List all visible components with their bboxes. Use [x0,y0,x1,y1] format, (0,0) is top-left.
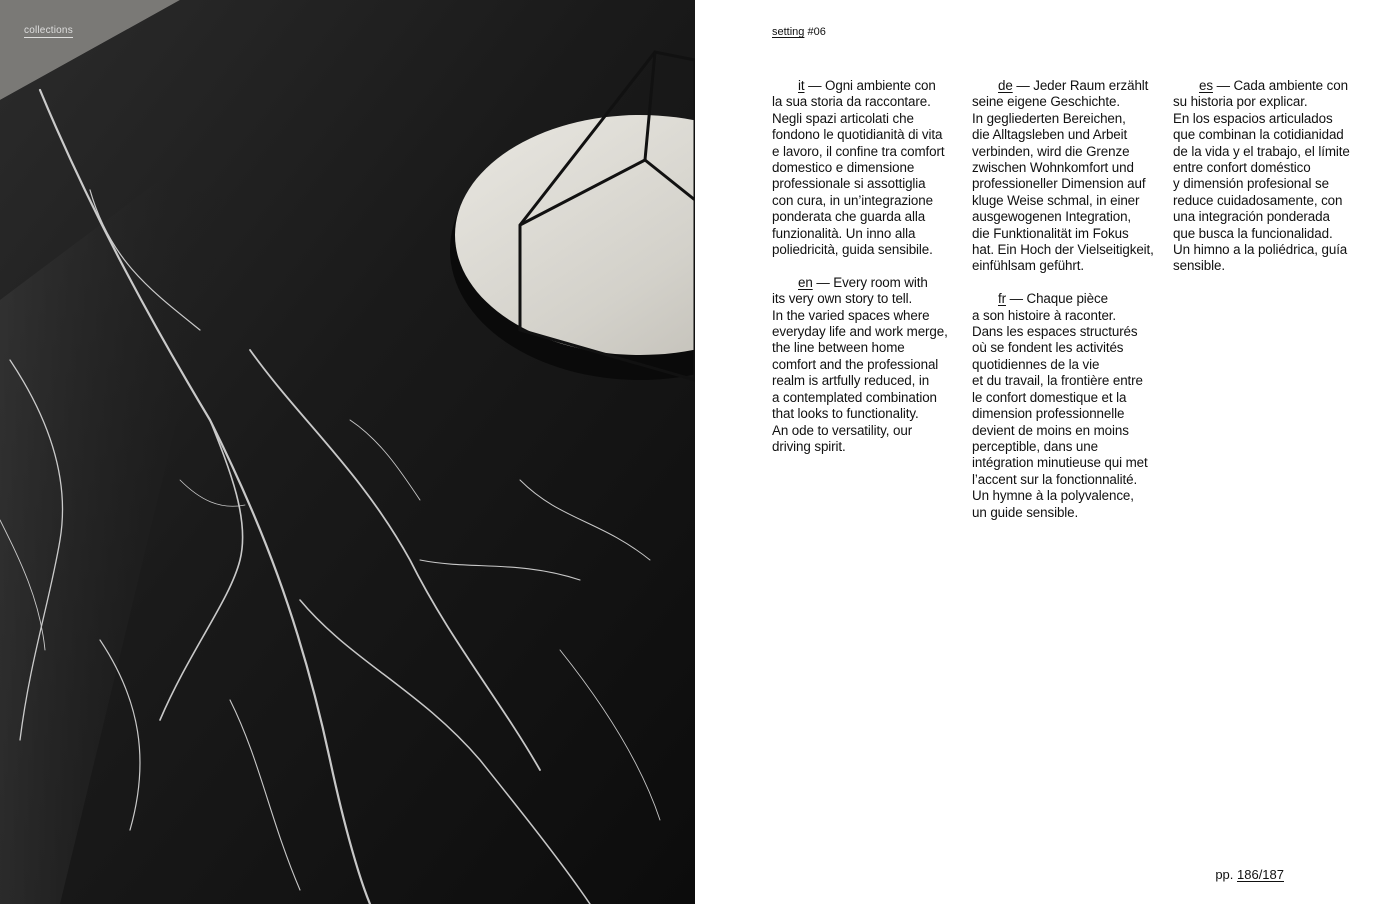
paragraph-text-it: — Ogni ambiente con la sua storia da raccontare. Negli spazi articolati che fondono le quotidianità di vita e lavoro, il confine tra comfort domestico e dimensione professionale si assottiglia con cura, in un’integrazione ponderata che guarda alla funzionalità. Un inno alla poliedricità, guida sensibile. [772,78,945,258]
section-label [772,25,826,39]
lang-code-it: it [798,78,805,93]
paragraph-german [972,78,1166,275]
collection-label: collections [24,25,73,36]
paragraph-text-de: — Jeder Raum erzählt seine eigene Geschichte. In gegliederten Bereichen, die Alltagsleben und Arbeit verbinden, wird die Grenze zwischen Wohnkomfort und professioneller Dimension auf kluge Weise schmal, in einer ausgewogenen Integration, die Funktionalität im Fokus hat. Ein Hoch der Vielseitigkeit, einfühlsam geführt. [972,78,1154,274]
section-number: #06 [807,26,826,38]
section-name: setting [772,26,805,38]
text-column-1 [772,78,966,455]
lang-code-en: en [798,274,813,290]
paragraph-spanish [1173,78,1367,275]
paragraph-english [772,275,966,455]
text-column-2 [972,78,1166,521]
lang-code-de: de [998,78,1013,93]
lang-code-fr: fr [998,291,1006,307]
paragraph-text-fr: — Chaque pièce a son histoire à raconter. Dans les espaces structurés où se fondent les activités quotidiennes de la vie et du travail, la frontière entre le confort domestique et la dimension professionnelle devient de moins en moins perceptible, dans une intégration minutieuse qui met l’accent sur la fonctionnalité. Un hymne à la polyvalence, un guide sensible. [972,291,1148,520]
page-numbers [1215,867,1284,883]
lang-code-es: es [1199,78,1213,93]
paragraph-text-es: — Cada ambiente con su historia por explicar. En los espacios articulados que combinan la cotidianidad de la vida y el trabajo, el límite entre confort doméstico y dimensión profesional se reduce cuidadosamente, con una integración ponderada que busca la funcionalidad. Un himno a la poliédrica, guía sensible. [1173,78,1350,274]
paragraph-italian [772,78,966,258]
page-range: 186/187 [1237,867,1284,882]
text-column-3 [1173,78,1367,275]
paragraph-text-en: — Every room with its very own story to tell. In the varied spaces where everyday life and work merge, the line between home comfort and the professional realm is artfully reduced, in a contemplated combination that looks to functionality. An ode to versatility, our driving spirit. [772,274,948,454]
page-prefix: pp. [1215,867,1237,882]
paragraph-french [972,291,1166,521]
